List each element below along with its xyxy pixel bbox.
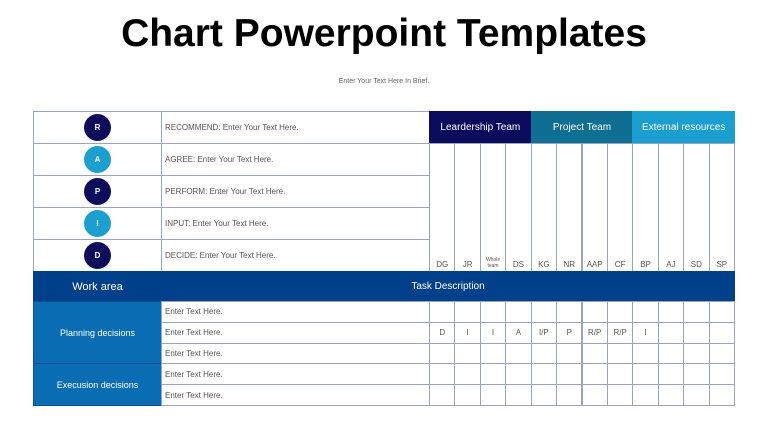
raci-value-cell[interactable] xyxy=(658,363,684,385)
raci-value-cell[interactable] xyxy=(709,322,735,344)
raci-circle-cell xyxy=(33,143,162,176)
raci-value-cell[interactable] xyxy=(429,384,455,406)
raci-description: PERFORM: Enter Your Text Here. xyxy=(165,187,286,196)
raci-value-cell[interactable] xyxy=(531,363,557,385)
raci-value: A xyxy=(515,328,522,338)
member-column-header xyxy=(531,143,557,272)
raci-value-cell[interactable] xyxy=(556,322,582,344)
raci-description-cell xyxy=(161,239,430,272)
raci-value-cell[interactable] xyxy=(505,322,531,344)
work-area-header xyxy=(33,271,162,302)
raci-value-cell[interactable] xyxy=(582,384,608,406)
raci-value-cell[interactable] xyxy=(556,301,582,323)
raci-value-cell[interactable] xyxy=(531,322,557,344)
raci-value: R/P xyxy=(588,328,602,338)
page-title: Chart Powerpoint Templates xyxy=(121,12,647,55)
raci-value-cell[interactable] xyxy=(632,343,658,365)
raci-matrix-table xyxy=(33,111,734,405)
raci-value-cell[interactable] xyxy=(505,301,531,323)
task-cell xyxy=(161,363,430,385)
task-cell xyxy=(161,384,430,406)
raci-value-cell[interactable] xyxy=(683,301,709,323)
raci-description: RECOMMEND: Enter Your Text Here. xyxy=(165,123,299,132)
raci-value-cell[interactable] xyxy=(607,363,633,385)
raci-circle-cell xyxy=(33,175,162,208)
work-area-cell xyxy=(33,363,162,406)
task-text: Enter Text Here. xyxy=(165,348,223,358)
group-header-label: External resources xyxy=(641,122,726,133)
task-text: Enter Text Here. xyxy=(165,390,223,400)
member-column-header xyxy=(632,143,658,272)
raci-circle-cell xyxy=(33,111,162,144)
raci-value-cell[interactable] xyxy=(658,384,684,406)
task-cell xyxy=(161,343,430,365)
raci-description: AGREE: Enter Your Text Here. xyxy=(165,155,274,164)
raci-value-cell[interactable] xyxy=(556,384,582,406)
group-header-label: Leardership Team xyxy=(440,122,521,133)
raci-value-cell[interactable] xyxy=(683,343,709,365)
raci-value-cell[interactable] xyxy=(632,363,658,385)
raci-description-cell xyxy=(161,111,430,144)
raci-value: R/P xyxy=(613,328,627,338)
raci-value-cell[interactable] xyxy=(531,384,557,406)
raci-value-cell[interactable] xyxy=(480,343,506,365)
raci-value: I/P xyxy=(538,328,549,338)
raci-value-cell[interactable] xyxy=(658,343,684,365)
work-area-name: Execusion decisions xyxy=(56,379,139,390)
raci-badge-r: R xyxy=(84,114,111,141)
raci-value-cell[interactable] xyxy=(709,384,735,406)
raci-value: D xyxy=(439,328,446,338)
member-name: NR xyxy=(563,260,576,269)
member-column-header xyxy=(429,143,455,272)
raci-value: I xyxy=(644,328,647,338)
member-column-header xyxy=(582,143,608,272)
raci-description: DECIDE: Enter Your Text Here. xyxy=(165,251,276,260)
raci-value-cell[interactable] xyxy=(607,384,633,406)
raci-value-cell[interactable] xyxy=(429,301,455,323)
raci-value-cell[interactable] xyxy=(556,363,582,385)
raci-value-cell[interactable] xyxy=(658,301,684,323)
raci-description-cell xyxy=(161,175,430,208)
raci-value-cell[interactable] xyxy=(454,301,480,323)
member-name: Whole team xyxy=(485,257,501,269)
raci-badge-d: D xyxy=(84,242,111,269)
member-name: DG xyxy=(436,260,449,269)
raci-value-cell[interactable] xyxy=(607,343,633,365)
raci-value-cell[interactable] xyxy=(658,322,684,344)
raci-value-cell[interactable] xyxy=(454,384,480,406)
raci-description-cell xyxy=(161,143,430,176)
member-column-header xyxy=(683,143,709,272)
member-column-header xyxy=(454,143,480,272)
raci-value-cell[interactable] xyxy=(480,301,506,323)
member-name: CF xyxy=(614,260,626,269)
member-column-header xyxy=(709,143,735,272)
group-header-label: Project Team xyxy=(552,122,612,133)
task-description-header xyxy=(161,271,735,302)
raci-value: I xyxy=(491,328,495,338)
member-name: AAP xyxy=(586,260,603,269)
raci-value-cell[interactable] xyxy=(429,322,455,344)
raci-value-cell[interactable] xyxy=(582,363,608,385)
raci-value-cell[interactable] xyxy=(607,322,633,344)
raci-description-cell xyxy=(161,207,430,240)
member-column-header xyxy=(556,143,582,272)
raci-value-cell[interactable] xyxy=(505,363,531,385)
page-subtitle: Enter Your Text Here In Brief. xyxy=(338,78,430,85)
raci-value-cell[interactable] xyxy=(454,322,480,344)
member-name: SD xyxy=(690,260,702,269)
work-area-cell xyxy=(33,301,162,364)
task-text: Enter Text Here. xyxy=(165,328,223,338)
member-column-header xyxy=(480,143,506,272)
group-header xyxy=(429,111,532,144)
raci-value-cell[interactable] xyxy=(709,343,735,365)
member-column-header xyxy=(658,143,684,272)
raci-value-cell[interactable] xyxy=(632,322,658,344)
raci-value: I xyxy=(466,328,469,338)
raci-value-cell[interactable] xyxy=(582,322,608,344)
member-column-header xyxy=(607,143,633,272)
member-column-header xyxy=(505,143,531,272)
raci-badge-a: A xyxy=(84,146,111,173)
work-area-name: Planning decisions xyxy=(59,327,136,338)
raci-circle-cell xyxy=(33,239,162,272)
member-name: JR xyxy=(462,260,473,269)
member-name: BP xyxy=(640,260,651,269)
raci-value-cell[interactable] xyxy=(582,343,608,365)
raci-value: P xyxy=(566,328,572,338)
task-text: Enter Text Here. xyxy=(165,307,223,317)
raci-value-cell[interactable] xyxy=(632,384,658,406)
raci-value-cell[interactable] xyxy=(429,363,455,385)
task-text: Enter Text Here. xyxy=(165,369,223,379)
raci-value-cell[interactable] xyxy=(505,384,531,406)
raci-value-cell[interactable] xyxy=(709,301,735,323)
raci-value-cell[interactable] xyxy=(480,322,506,344)
task-cell xyxy=(161,301,430,323)
raci-value-cell[interactable] xyxy=(531,343,557,365)
member-name: KG xyxy=(538,260,550,269)
task-cell xyxy=(161,322,430,344)
task-description-label: Task Description xyxy=(411,281,485,292)
raci-value-cell[interactable] xyxy=(480,384,506,406)
raci-value-cell[interactable] xyxy=(556,343,582,365)
raci-value-cell[interactable] xyxy=(709,363,735,385)
raci-badge-i: I xyxy=(84,210,111,237)
raci-value-cell[interactable] xyxy=(429,343,455,365)
group-header xyxy=(632,111,735,144)
raci-value-cell[interactable] xyxy=(683,384,709,406)
raci-badge-p: P xyxy=(84,178,111,205)
raci-value-cell[interactable] xyxy=(632,301,658,323)
raci-value-cell[interactable] xyxy=(454,343,480,365)
member-name: DS xyxy=(512,260,525,269)
raci-description: INPUT: Enter Your Text Here. xyxy=(165,219,269,228)
raci-value-cell[interactable] xyxy=(454,363,480,385)
raci-value-cell[interactable] xyxy=(531,301,557,323)
raci-value-cell[interactable] xyxy=(582,301,608,323)
raci-circle-cell xyxy=(33,207,162,240)
raci-value-cell[interactable] xyxy=(683,322,709,344)
group-header xyxy=(531,111,634,144)
member-name: AJ xyxy=(666,260,676,269)
raci-value-cell[interactable] xyxy=(480,363,506,385)
member-name: SP xyxy=(716,260,728,269)
work-area-label: Work area xyxy=(72,280,123,293)
raci-value-cell[interactable] xyxy=(505,343,531,365)
raci-value-cell[interactable] xyxy=(607,301,633,323)
raci-value-cell[interactable] xyxy=(683,363,709,385)
